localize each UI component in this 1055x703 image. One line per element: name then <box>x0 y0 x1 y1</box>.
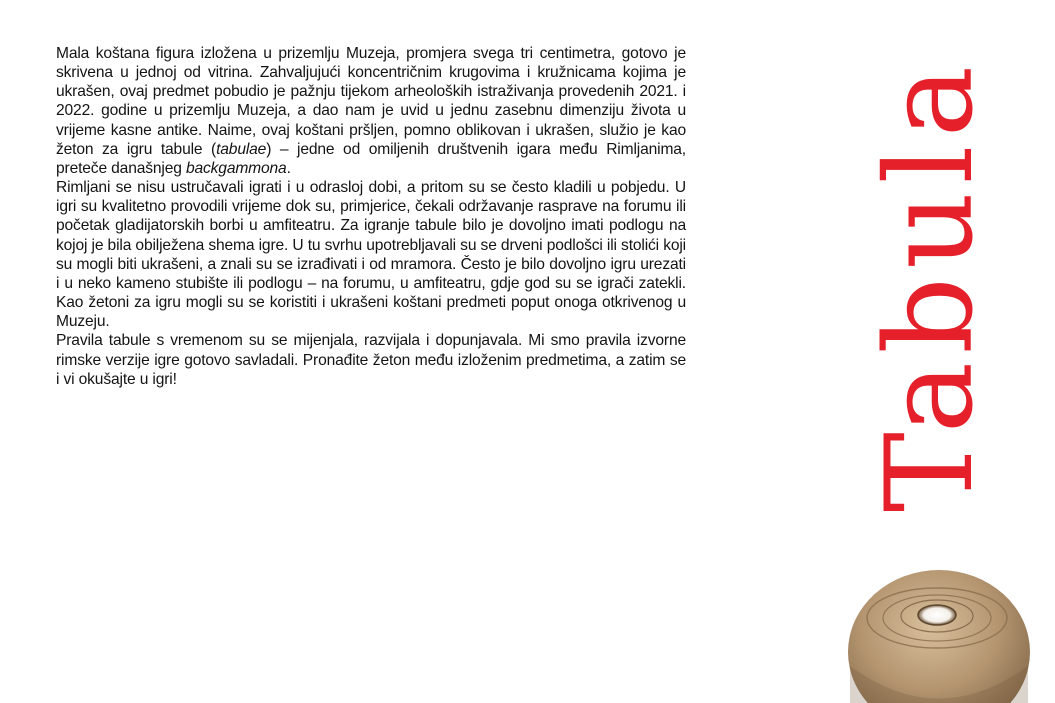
article-text <box>56 44 686 389</box>
bone-whorl-image <box>846 556 1032 703</box>
p1-italic-tabulae: tabulae <box>216 140 267 158</box>
p1-italic-backgammona: backgammona <box>185 159 287 177</box>
title-container <box>856 57 1006 513</box>
paragraph-1 <box>56 44 686 178</box>
p3-run-1: Pravila tabule s vremenom su se mijenjala, razvijala i dopunjavala. Mi smo pravila izvorne rimske verzije igre gotovo savladali. Pronađite žeton među izloženim predmetima, a zatim se i vi okušajte u igri! <box>56 332 686 388</box>
p1-run-3: ) – jedne od omiljenih društvenih igara među Rimljanima, preteče današnjeg <box>56 140 686 177</box>
p1-run-1: Mala koštana figura izložena u prizemlju Muzeja, promjera svega tri centimetra, gotovo je skrivena u jednoj od vitrina. Zahvaljujući koncentričnim krugovima i kružnicama kojima je ukrašen, ovaj predmet pobudio je pažnju tijekom arheoloških istraživanja provedenih 2021. i 2022. godine u prizemlju Muzeja, a dao nam je uvid u jednu zasebnu dimenziju života u vrijeme kasne antike. Naime, ovaj koštani pršljen, pomno oblikovan i ukrašen, služio je kao žeton za igru tabule ( <box>56 45 686 158</box>
paragraph-3 <box>56 331 686 388</box>
p1-run-5: . <box>286 159 291 177</box>
whorl-hole <box>918 605 956 625</box>
paragraph-2 <box>56 178 686 331</box>
p2-run-1: Rimljani se nisu ustručavali igrati i u odrasloj dobi, a pritom su se često kladili u pobjedu. U igri su kvalitetno provodili vrijeme dok su, primjerice, čekali održavanje rasprave na forumu ili početak gladijatorskih borbi u amfiteatru. Za igranje tabule bilo je dovoljno imati podlogu na kojoj je bila obilježena shema igre. U tu svrhu upotrebljavali su se drveni podlošci ili stolići koji su mogli biti ukrašeni, a znali su se izrađivati i od mramora. Često je bilo dovoljno igru urezati i u neko kameno stubište ili podlogu – na forumu, u amfiteatru, gdje god su se igrači zatekli. Kao žetoni za igru mogli su se koristiti i ukrašeni koštani predmeti poput onoga otkrivenog u Muzeju. <box>56 179 686 331</box>
page-title: Tabula <box>861 57 1000 513</box>
